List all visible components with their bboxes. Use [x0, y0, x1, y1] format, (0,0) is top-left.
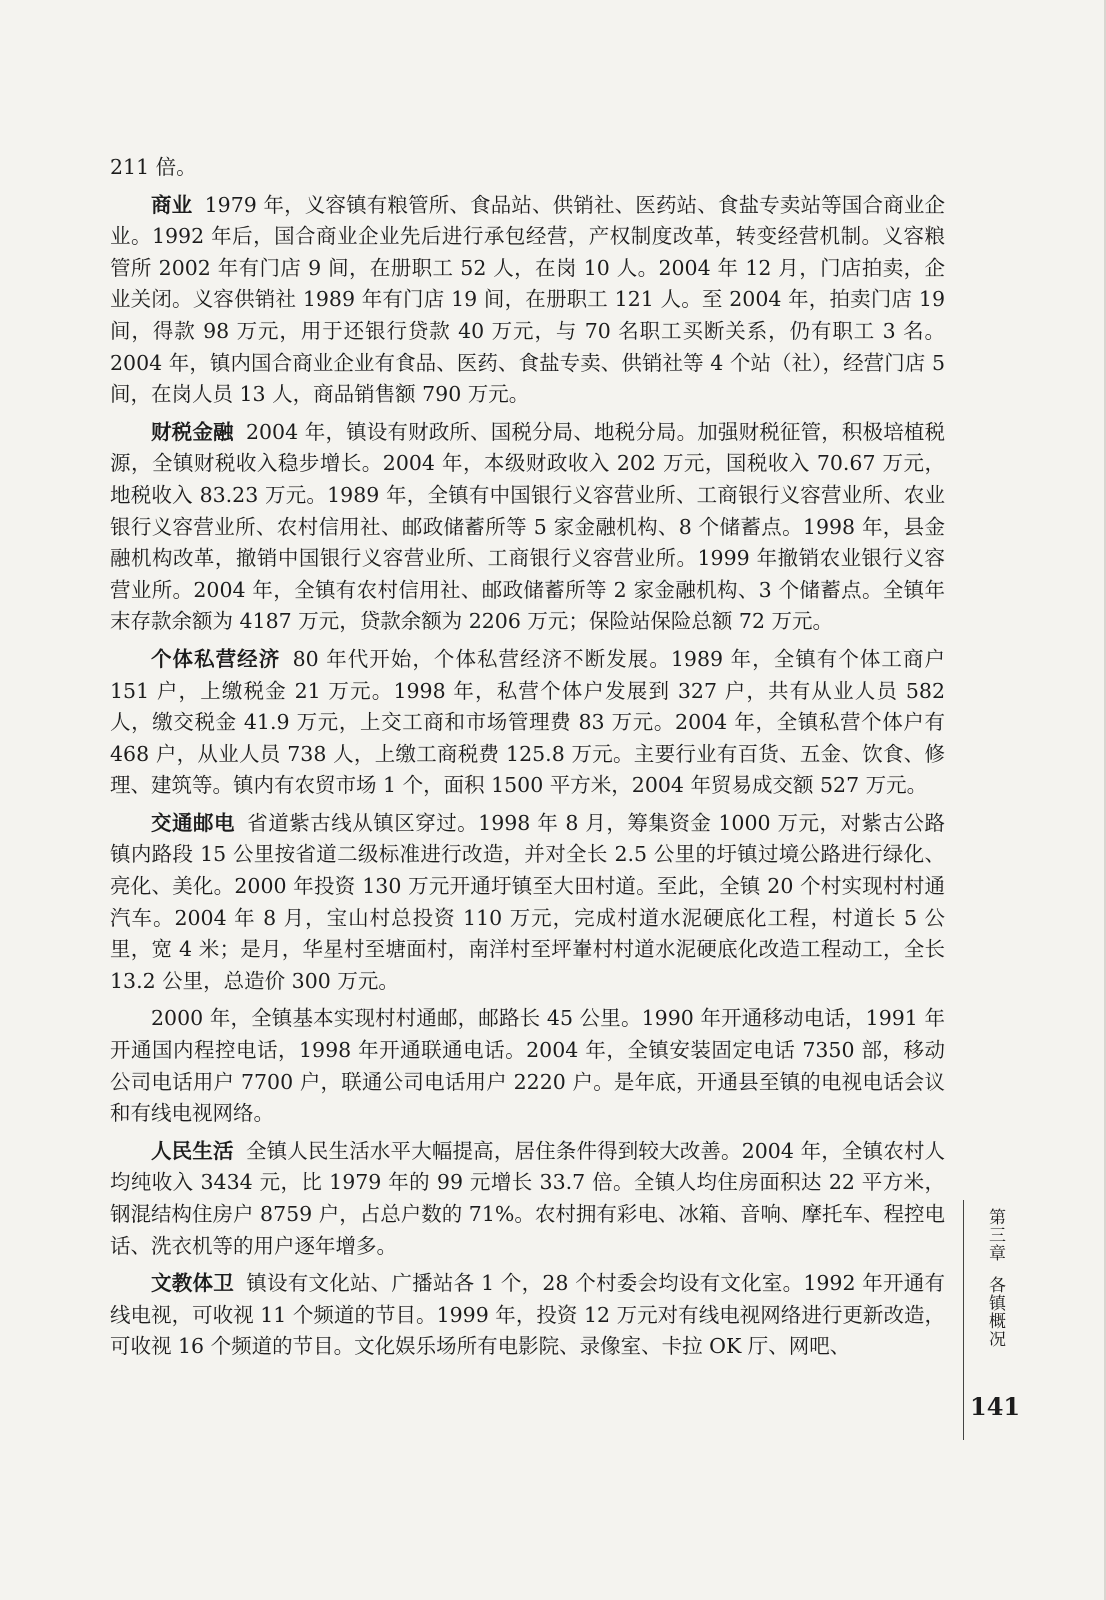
paragraph-text: 镇设有文化站、广播站各 1 个，28 个村委会均设有文化室。1992 年开通有线电视，可收视 11 个频道的节目。1999 年，投资 12 万元对有线电视网络进行更新改造，可收视 16 个频道的节目。文化娱乐场所有电影院、录像室、卡拉 OK 厅、网吧、 — [110, 1271, 945, 1359]
paragraph-transport — [110, 808, 945, 998]
section-heading: 交通邮电 — [151, 810, 235, 835]
paragraph-text: 80 年代开始，个体私营经济不断发展。1989 年，全镇有个体工商户 151 户，上缴税金 21 万元。1998 年，私营个体户发展到 327 户，共有从业人员 582 人，缴交税金 41.9 万元，上交工商和市场管理费 83 万元。2004 年，全镇私营个体户有 468 户，从业人员 738 人，上缴工商税费 125.8 万元。主要行业有百货、五金、饮食、修理、建筑等。镇内有农贸市场 1 个，面积 1500 平方米，2004 年贸易成交额 527 万元。 — [110, 646, 946, 798]
side-tab-rule — [963, 1200, 964, 1440]
paragraph-commerce — [110, 190, 945, 411]
paragraph-continuation — [110, 152, 945, 184]
paragraph-living — [110, 1136, 945, 1262]
page-number: 141 — [970, 1392, 1021, 1421]
paragraph-text: 1979 年，义容镇有粮管所、食品站、供销社、医药站、食盐专卖站等国合商业企业。1992 年后，国合商业企业先后进行承包经营，产权制度改革，转变经营机制。义容粮管所 2002 年有门店 9 间，在册职工 52 人，在岗 10 人。2004 年 12 月，门店拍卖，企业关闭。义容供销社 1989 年有门店 19 间，在册职工 121 人。至 2004 年，拍卖门店 19 间，得款 98 万元，用于还银行贷款 40 万元，与 70 名职工买断关系，仍有职工 3 名。2004 年，镇内国合商业企业有食品、医药、食盐专卖、供销社等 4 个站（社），经营门店 5 间，在岗人员 13 人，商品销售额 790 万元。 — [110, 192, 946, 407]
paragraph-finance — [110, 417, 945, 638]
paragraph-text: 211 倍。 — [110, 155, 197, 179]
paragraph-text: 全镇人民生活水平大幅提高，居住条件得到较大改善。2004 年，全镇农村人均纯收入 3434 元，比 1979 年的 99 元增长 33.7 倍。全镇人均住房面积达 22 平方米，钢混结构住房户 8759 户，占总户数的 71%。农村拥有彩电、冰箱、音响、摩托车、程控电话、洗衣机等的用户逐年增多。 — [110, 1138, 946, 1258]
section-heading: 人民生活 — [151, 1138, 234, 1163]
paragraph-culture — [110, 1268, 945, 1363]
paragraph-private-economy — [110, 644, 945, 802]
section-heading: 财税金融 — [151, 419, 234, 444]
page-body — [110, 152, 945, 1363]
section-heading: 个体私营经济 — [151, 646, 281, 671]
section-heading: 商业 — [151, 192, 193, 217]
paragraph-text: 2000 年，全镇基本实现村村通邮，邮路长 45 公里。1990 年开通移动电话，1991 年开通国内程控电话，1998 年开通联通电话。2004 年，全镇安装固定电话 7350 部，移动公司电话用户 7700 户，联通公司电话用户 2220 户。是年底，开通县至镇的电视电话会议和有线电视网络。 — [110, 1006, 945, 1126]
paragraph-text: 2004 年，镇设有财政所、国税分局、地税分局。加强财税征管，积极培植税源，全镇财税收入稳步增长。2004 年，本级财政收入 202 万元，国税收入 70.67 万元，地税收入 83.23 万元。1989 年，全镇有中国银行义容营业所、工商银行义容营业所、农业银行义容营业所、农村信用社、邮政储蓄所等 5 家金融机构、8 个储蓄点。1998 年，县金融机构改革，撤销中国银行义容营业所、工商银行义容营业所。1999 年撤销农业银行义容营业所。2004 年，全镇有农村信用社、邮政储蓄所等 2 家金融机构、3 个储蓄点。全镇年末存款余额为 4187 万元，贷款余额为 2206 万元；保险站保险总额 72 万元。 — [110, 419, 946, 634]
chapter-label: 第三章 — [985, 1208, 1005, 1262]
paragraph-text: 省道紫古线从镇区穿过。1998 年 8 月，筹集资金 1000 万元，对紫古公路镇内路段 15 公里按省道二级标准进行改造，并对全长 2.5 公里的圩镇过境公路进行绿化、亮化、美化。2000 年投资 130 万元开通圩镇至大田村道。至此，全镇 20 个村实现村村通汽车。2004 年 8 月，宝山村总投资 110 万元，完成村道水泥硬底化工程，村道长 5 公里，宽 4 米；是月，华星村至塘面村，南洋村至坪輋村村道水泥硬底化改造工程动工，全长 13.2 公里，总造价 300 万元。 — [110, 810, 945, 993]
chapter-side-tab — [978, 1208, 1006, 1348]
section-heading: 文教体卫 — [151, 1271, 234, 1296]
paragraph-postal — [110, 1003, 945, 1129]
chapter-title: 各镇概况 — [985, 1276, 1005, 1348]
